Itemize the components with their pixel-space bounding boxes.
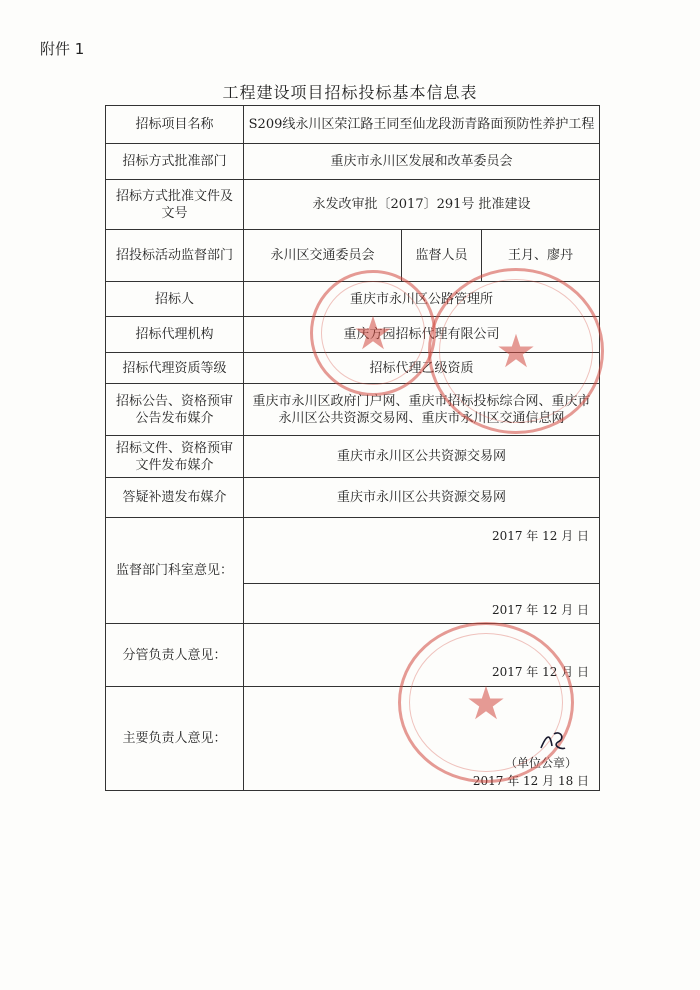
- label-agency: 招标代理机构: [106, 317, 244, 353]
- date-deputy: 2017 年 12 月 日: [491, 665, 590, 679]
- unit-seal-note: （单位公章）: [505, 756, 578, 770]
- handwritten-day-mark: [538, 728, 568, 754]
- table-row: [106, 282, 600, 317]
- table-row: [106, 230, 600, 282]
- label-tenderer: 招标人: [106, 282, 244, 317]
- seal-star-icon: ★: [495, 324, 537, 378]
- table-row: [106, 106, 600, 144]
- table-row: [106, 518, 600, 584]
- attachment-label: 附件 1: [40, 40, 85, 58]
- table-row: [106, 478, 600, 518]
- value-agency: 重庆方园招标代理有限公司: [244, 317, 600, 353]
- label-agency-grade: 招标代理资质等级: [106, 353, 244, 384]
- value-approval-dept: 重庆市永川区发展和改革委员会: [244, 144, 600, 180]
- value-notice-media: 重庆市永川区政府门户网、重庆市招标投标综合网、重庆市永川区公共资源交易网、重庆市永川区交通信息网: [244, 384, 600, 436]
- label-approval-doc: 招标方式批准文件及文号: [106, 180, 244, 230]
- dept-opinion-cell-2: [244, 584, 600, 624]
- label-supervision: 招投标活动监督部门: [106, 230, 244, 282]
- label-approval-dept: 招标方式批准部门: [106, 144, 244, 180]
- table-row: [106, 144, 600, 180]
- value-tenderer: 重庆市永川区公路管理所: [244, 282, 600, 317]
- label-chief: 主要负责人意见：: [106, 687, 244, 791]
- page-title: 工程建设项目招标投标基本信息表: [222, 83, 478, 102]
- label-project-name: 招标项目名称: [106, 106, 244, 144]
- label-file-media: 招标文件、资格预审文件发布媒介: [106, 436, 244, 478]
- table-row: [106, 317, 600, 353]
- table-row: [106, 180, 600, 230]
- table-row: [106, 436, 600, 478]
- table-row: [106, 687, 600, 791]
- date-chief: 2017 年 12 月 18 日: [472, 774, 590, 788]
- date-dept-opinion-2: 2017 年 12 月 日: [491, 603, 590, 617]
- seal-star-icon: ★: [352, 306, 394, 360]
- value-qa-media: 重庆市永川区公共资源交易网: [244, 478, 600, 518]
- label-qa-media: 答疑补遗发布媒介: [106, 478, 244, 518]
- value-agency-grade: 招标代理乙级资质: [244, 353, 600, 384]
- date-dept-opinion: 2017 年 12 月 日: [491, 529, 590, 543]
- value-file-media: 重庆市永川区公共资源交易网: [244, 436, 600, 478]
- value-supervisor: 王月、廖丹: [482, 230, 600, 282]
- label-supervisor: 监督人员: [402, 230, 482, 282]
- deputy-cell: [244, 624, 600, 687]
- value-approval-doc: 永发改审批〔2017〕291号 批准建设: [244, 180, 600, 230]
- value-project-name: S209线永川区荣江路王同至仙龙段沥青路面预防性养护工程: [244, 106, 600, 144]
- seal-star-icon: ★: [465, 675, 507, 730]
- label-notice-media: 招标公告、资格预审公告发布媒介: [106, 384, 244, 436]
- label-deputy: 分管负责人意见：: [106, 624, 244, 687]
- value-supervision: 永川区交通委员会: [244, 230, 402, 282]
- dept-opinion-cell: [244, 518, 600, 584]
- table-row: [106, 624, 600, 687]
- info-table: [105, 105, 600, 791]
- table-row: [106, 384, 600, 436]
- table-row: [106, 353, 600, 384]
- label-dept-opinion: 监督部门科室意见：: [106, 518, 244, 624]
